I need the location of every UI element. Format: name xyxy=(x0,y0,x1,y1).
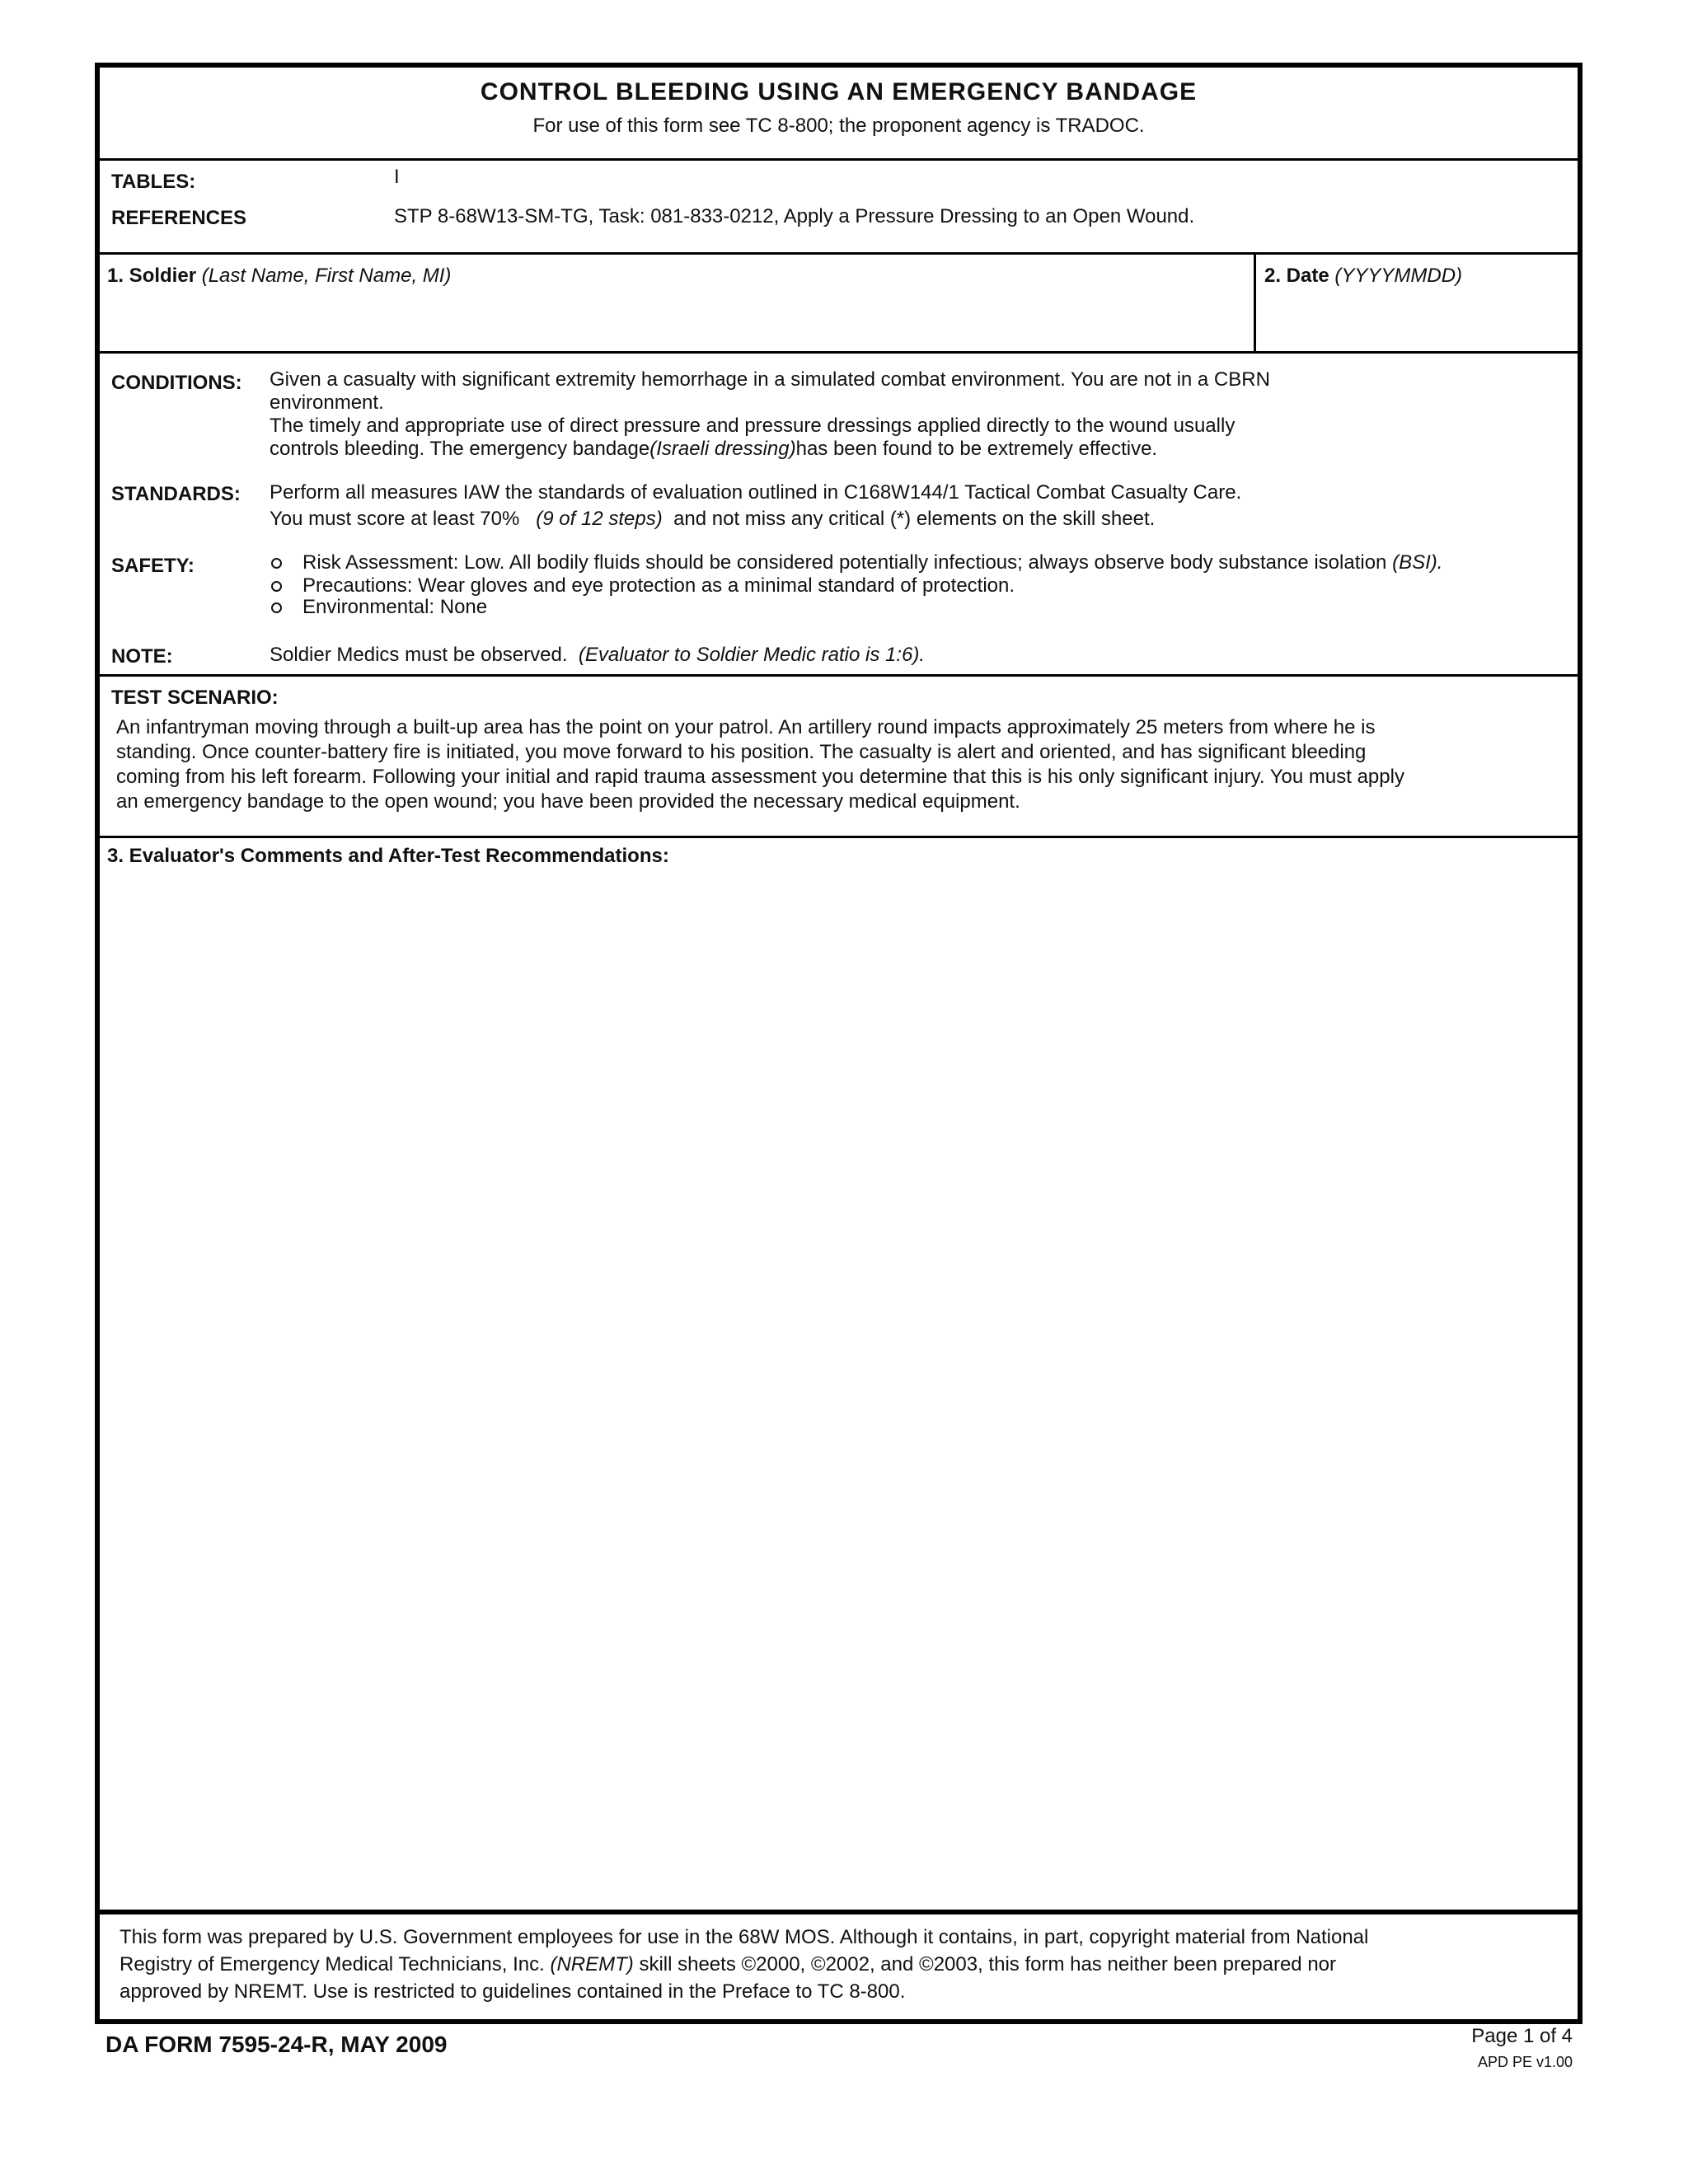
disclaimer-line-3: approved by NREMT. Use is restricted to guidelines contained in the Preface to TC 8-800. xyxy=(120,1980,906,2003)
scenario-line-3: coming from his left forearm. Following your initial and rapid trauma assessment you determine that this is his only significant injury. You must apply xyxy=(116,766,1404,788)
bullet-icon xyxy=(271,602,282,613)
conditions-line-4-c: has been found to be extremely effective. xyxy=(795,438,1158,460)
tables-label: TABLES: xyxy=(111,171,196,193)
standards-line-2-a: You must score at least 70% xyxy=(270,508,520,530)
form-frame xyxy=(95,63,1582,2024)
conditions-line-4-a: controls bleeding. The emergency bandage xyxy=(270,438,650,460)
test-scenario-section xyxy=(100,677,1578,838)
safety-item-1-b: (BSI). xyxy=(1392,551,1443,574)
bullet-icon xyxy=(271,581,282,592)
date-field[interactable] xyxy=(1256,255,1578,351)
form-version: APD PE v1.00 xyxy=(1477,2054,1573,2070)
form-title: CONTROL BLEEDING USING AN EMERGENCY BANDAGE xyxy=(480,78,1198,105)
references-label: REFERENCES xyxy=(111,207,247,229)
conditions-line-4 xyxy=(270,438,1157,461)
soldier-date-section xyxy=(100,255,1578,354)
form-header xyxy=(100,68,1578,161)
soldier-label: 1. Soldier xyxy=(107,265,197,287)
disclaimer-line-2-a: Registry of Emergency Medical Technicians, Inc. xyxy=(120,1953,545,1975)
conditions-line-2: environment. xyxy=(270,391,384,414)
standards-line-2 xyxy=(270,508,1155,531)
conditions-line-4-b: (Israeli dressing) xyxy=(649,438,796,460)
standards-line-2-c: and not miss any critical (*) elements on the skill sheet. xyxy=(673,508,1156,530)
scenario-line-1: An infantryman moving through a built-up area has the point on your patrol. An artillery round impacts approximately 25 meters from where he is xyxy=(116,716,1376,738)
standards-label: STANDARDS: xyxy=(111,483,241,505)
references-value: STP 8-68W13-SM-TG, Task: 081-833-0212, Apply a Pressure Dressing to an Open Wound. xyxy=(394,205,1195,227)
scenario-line-2: standing. Once counter-battery fire is initiated, you move forward to his position. The casualty is alert and oriented, and has significant bleeding xyxy=(116,741,1367,763)
date-label-group xyxy=(1264,265,1462,288)
disclaimer-line-2-c: skill sheets ©2000, ©2002, and ©2003, this form has neither been prepared nor xyxy=(639,1953,1337,1975)
disclaimer-line-1: This form was prepared by U.S. Government employees for use in the 68W MOS. Although it contains, in part, copyright material from National xyxy=(120,1926,1369,1948)
tables-references-section xyxy=(100,161,1578,255)
conditions-section xyxy=(100,354,1578,677)
disclaimer-section xyxy=(100,1915,1578,2019)
conditions-line-3: The timely and appropriate use of direct pressure and pressure dressings applied directly to the wound usually xyxy=(270,415,1236,437)
safety-label: SAFETY: xyxy=(111,555,195,577)
standards-line-1: Perform all measures IAW the standards of evaluation outlined in C168W144/1 Tactical Combat Casualty Care. xyxy=(270,481,1242,504)
bullet-icon xyxy=(271,558,282,569)
evaluator-comments-label: 3. Evaluator's Comments and After-Test Recommendations: xyxy=(107,845,669,867)
safety-item-2: Precautions: Wear gloves and eye protection as a minimal standard of protection. xyxy=(302,574,1015,597)
date-label: 2. Date xyxy=(1264,265,1329,287)
safety-item-1-a: Risk Assessment: Low. All bodily fluids should be considered potentially infectious; always observe body substance isolation xyxy=(302,551,1387,574)
note-label: NOTE: xyxy=(111,645,173,668)
note-text xyxy=(270,644,925,667)
page-number: Page 1 of 4 xyxy=(1471,2025,1573,2047)
safety-item-3: Environmental: None xyxy=(302,596,488,618)
note-text-b: (Evaluator to Soldier Medic ratio is 1:6). xyxy=(578,644,926,666)
date-hint: (YYYYMMDD) xyxy=(1334,265,1463,287)
safety-item-1 xyxy=(302,551,1442,574)
form-id: DA FORM 7595-24-R, MAY 2009 xyxy=(106,2032,448,2057)
conditions-line-1: Given a casualty with significant extremity hemorrhage in a simulated combat environment. You are not in a CBRN xyxy=(270,368,1270,391)
conditions-label: CONDITIONS: xyxy=(111,372,242,394)
tables-value: I xyxy=(394,166,400,188)
form-subtitle: For use of this form see TC 8-800; the proponent agency is TRADOC. xyxy=(532,115,1145,137)
note-text-a: Soldier Medics must be observed. xyxy=(270,644,568,666)
scenario-line-4: an emergency bandage to the open wound; you have been provided the necessary medical equipment. xyxy=(116,790,1020,813)
soldier-hint: (Last Name, First Name, MI) xyxy=(201,265,452,287)
disclaimer-line-2 xyxy=(120,1953,1336,1976)
standards-line-2-b: (9 of 12 steps) xyxy=(536,508,663,530)
soldier-field[interactable] xyxy=(100,255,1254,351)
test-scenario-label: TEST SCENARIO: xyxy=(111,687,279,709)
evaluator-comments-section[interactable] xyxy=(100,838,1578,1915)
disclaimer-line-2-b: (NREMT) xyxy=(550,1953,634,1975)
soldier-label-group xyxy=(107,265,451,288)
